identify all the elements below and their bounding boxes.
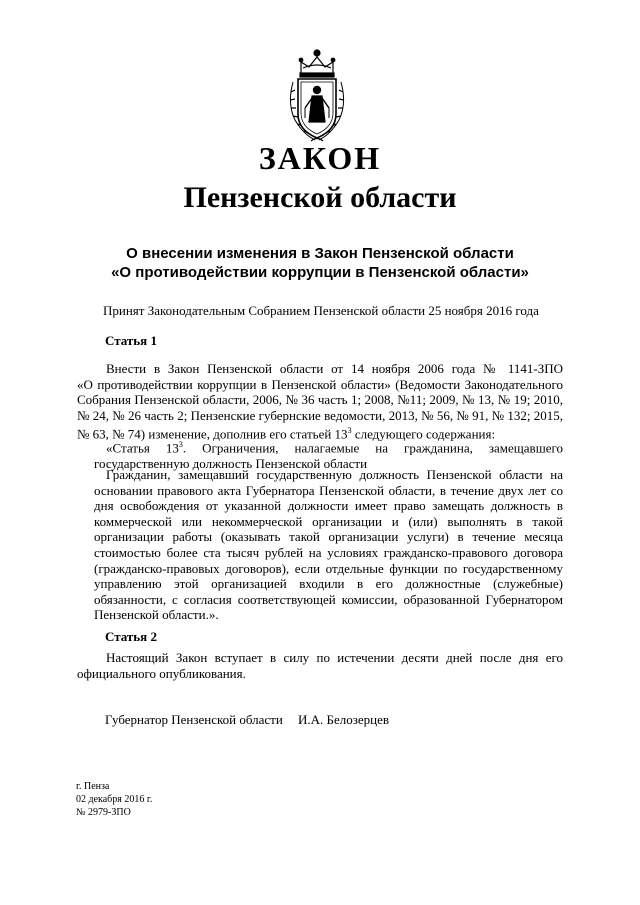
superscript: 3 — [347, 426, 352, 436]
coat-of-arms-icon — [279, 48, 355, 144]
governor-name: И.А. Белозерцев — [298, 712, 390, 727]
text-line: Гражданин, замещавший государственную должность Пензенской области на — [106, 467, 563, 482]
text-line: Настоящий Закон вступает в силу по истечении десяти дней после дня его — [106, 650, 563, 665]
governor-position: Губернатор Пензенской области — [105, 712, 283, 727]
article-2-heading: Статья 2 — [105, 629, 157, 644]
text-fragment: «Статья 13 — [106, 440, 179, 456]
text-line: № 24, № 26 часть 2; Пензенские губернские ведомости, 2013, № 56, № 91, № 132; 2015, — [77, 407, 563, 423]
text-line: официального опубликования. — [77, 665, 246, 681]
text-line: Внести в Закон Пензенской области от 14 ноября 2006 года № 1141-ЗПО — [106, 361, 563, 376]
adoption-note: Принят Законодательным Собранием Пензенской области 25 ноября 2016 года — [103, 303, 539, 318]
text-fragment: . Ограничения, налагаемые на гражданина, замещавшего — [182, 440, 563, 456]
text-fragment: следующего содержания: — [351, 426, 496, 442]
law-subject-line: О внесении изменения в Закон Пензенской области — [126, 245, 514, 262]
text-line: основании правового акта Губернатора Пензенской области, в течение двух лет со — [94, 482, 563, 498]
text-line: управлению этой организацией входили в его должностные (служебные) — [94, 576, 563, 592]
law-region-title: Пензенской области — [183, 181, 457, 214]
footer-number: № 2979-ЗПО — [76, 807, 131, 818]
text-line: «О противодействии коррупции в Пензенской области» (Ведомости Законодательного — [77, 376, 563, 392]
footer-city: г. Пенза — [76, 781, 110, 792]
article-1-heading: Статья 1 — [105, 333, 157, 348]
footer-date: 02 декабря 2016 г. — [76, 794, 153, 805]
article-2-paragraph — [77, 650, 563, 681]
article-1-paragraph-2 — [94, 467, 563, 623]
text-line: коммерческой или некоммерческой организации и (или) выполнять в такой — [94, 513, 563, 529]
law-subject-line: «О противодействии коррупции в Пензенской области» — [111, 264, 529, 281]
text-line: государственную должность Пензенской области — [94, 455, 368, 471]
text-line: обязанности, с согласия соответствующей комиссии, образованной Губернатором — [94, 591, 563, 607]
text-fragment: № 63, № 74) изменение, дополнив его статьей 13 — [77, 426, 348, 442]
superscript: 3 — [178, 440, 183, 449]
text-line: Пензенской области.». — [94, 607, 219, 623]
text-line: дня освобождения от указанной должности имеет право замещать должность в — [94, 498, 563, 514]
text-line: стоимостью более ста тысяч рублей на условиях гражданско-правового договора — [94, 544, 563, 560]
text-line: организации работы (оказывать такой организации услуги) в течение месяца — [94, 529, 563, 545]
text-line: (гражданско-правовых договоров), если отдельные функции по государственному — [94, 560, 563, 576]
law-subject — [0, 244, 640, 282]
text-line: Собрания Пензенской области, 2006, № 36 часть 1; 2008, №11; 2009, № 13, № 19; 2010, — [77, 392, 563, 408]
law-title: ЗАКОН — [258, 140, 382, 176]
text-line — [94, 437, 563, 456]
article-1-paragraph-1 — [77, 361, 563, 442]
